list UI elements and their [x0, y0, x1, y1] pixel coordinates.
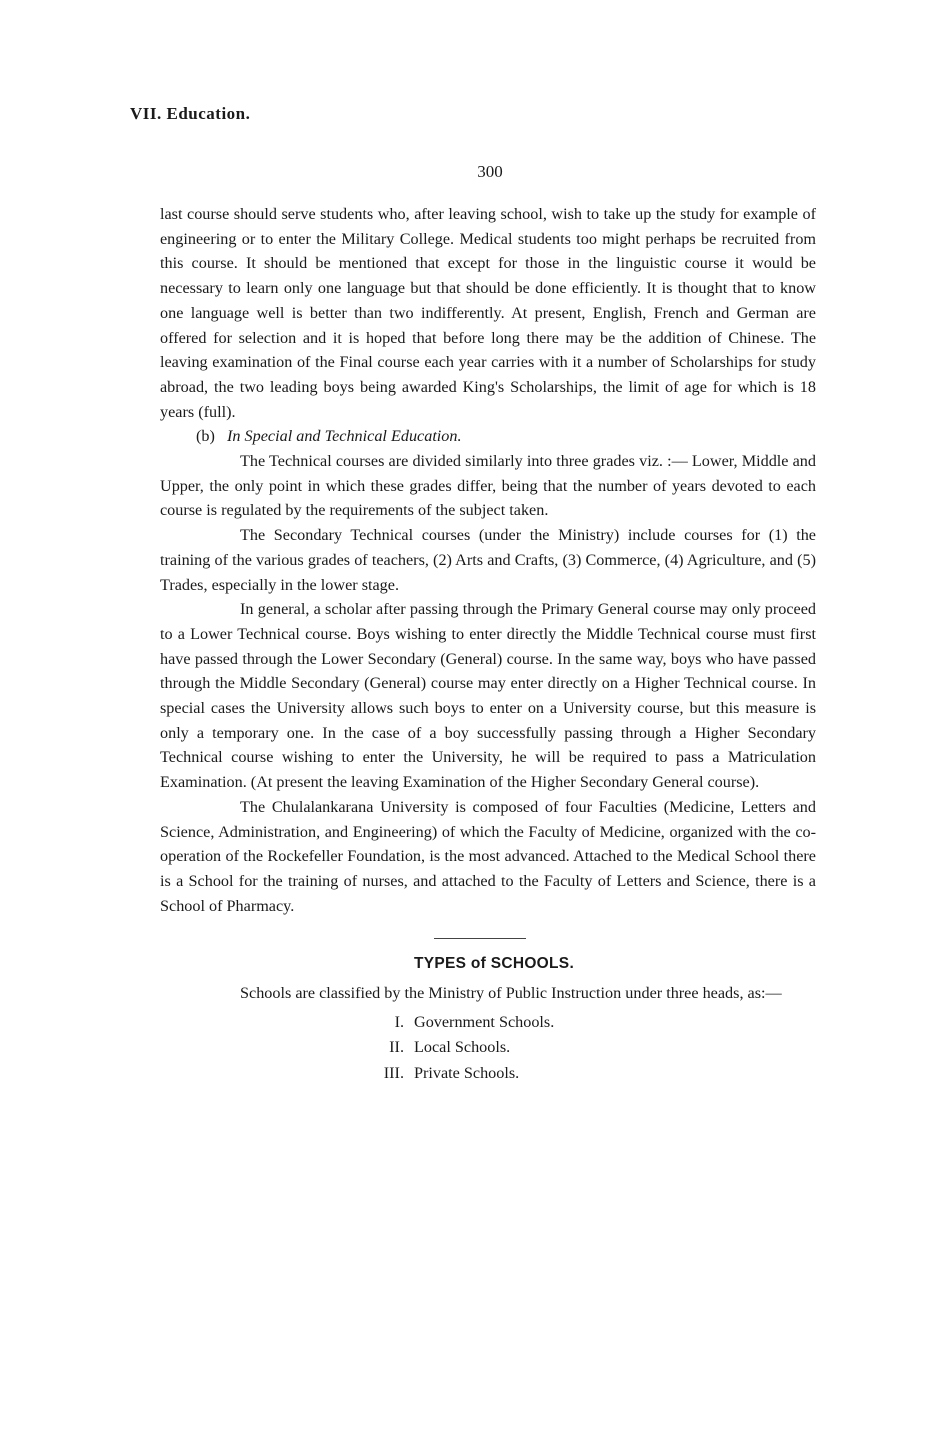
school-types-list — [362, 1010, 816, 1087]
paragraph-3: The Secondary Technical courses (under the Ministry) include courses for (1) the training of the various grades of teachers, (2) Arts and Crafts, (3) Commerce, (4) Agriculture, and (5) Trades, especially in the lower stage. — [160, 526, 816, 594]
list-item — [362, 1061, 816, 1087]
types-intro: Schools are classified by the Ministry of Public Instruction under three heads, as:— — [240, 984, 782, 1003]
list-item-label: Local Schools. — [414, 1038, 511, 1057]
page-number: 300 — [477, 162, 503, 181]
paragraph-5: The Chulalankarana University is composed of four Faculties (Medicine, Letters and Science, Administration, and Engineering) of which the Faculty of Medicine, organized with the co-operation of the Rockefeller Foundation, is the most advanced. Attached to the Medical School there is a School for the training of nurses, and attached to the Faculty of Letters and Science, there is a School of Pharmacy. — [160, 797, 816, 915]
list-item-number: II. — [389, 1038, 404, 1057]
list-item-number: I. — [394, 1012, 404, 1031]
paragraph-2: The Technical courses are divided similarly into three grades viz. :— Lower, Middle and Upper, the only point in which these grades differ, being that the number of years devoted to each course is regulated by the requirements of the subject taken. — [160, 452, 816, 520]
subsection-title: In Special and Technical Education. — [227, 427, 462, 446]
paragraph-1: last course should serve students who, after leaving school, wish to take up the study for example of engineering or to enter the Military College. Medical students too might perhaps be recruited from this course. It should be mentioned that except for those in the linguistic course it would be necessary to learn only one language but that should be done efficiently. It is thought that to know one language well is better than two indifferently. At present, English, French and German are offered for selection and it is hoped that before long there may be the addition of Chinese. The leaving examination of the Final course each year carries with it a number of Scholarships for study abroad, the two leading boys being awarded King's Scholarships, the limit of age for which is 18 years (full). — [160, 205, 816, 421]
subsection-heading — [160, 424, 816, 449]
types-heading: TYPES of SCHOOLS. — [413, 955, 575, 973]
subsection-marker: (b) — [196, 427, 215, 446]
paragraph-4: In general, a scholar after passing through the Primary General course may only proceed to a Lower Technical course. Boys wishing to enter directly the Middle Technical course must first have passed through the Lower Secondary (General) course. In the same way, boys who have passed through the Middle Secondary (General) course may enter directly on a Higher Technical course. In special cases the University allows such boys to enter on a University course, but this measure is only a temporary one. In the case of a boy successfully passing through a Higher Secondary Technical course wishing to enter the University, he will be required to pass a Matriculation Examination. (At present the leaving Examination of the Higher Secondary General course). — [160, 600, 816, 792]
list-item-number: III. — [383, 1063, 404, 1082]
list-item-label: Private Schools. — [414, 1063, 520, 1082]
list-item-label: Government Schools. — [414, 1012, 555, 1031]
document-body — [160, 202, 816, 1086]
section-divider — [434, 938, 526, 939]
section-header: VII. Education. — [130, 104, 251, 123]
list-item — [362, 1010, 816, 1036]
list-item — [362, 1035, 816, 1061]
